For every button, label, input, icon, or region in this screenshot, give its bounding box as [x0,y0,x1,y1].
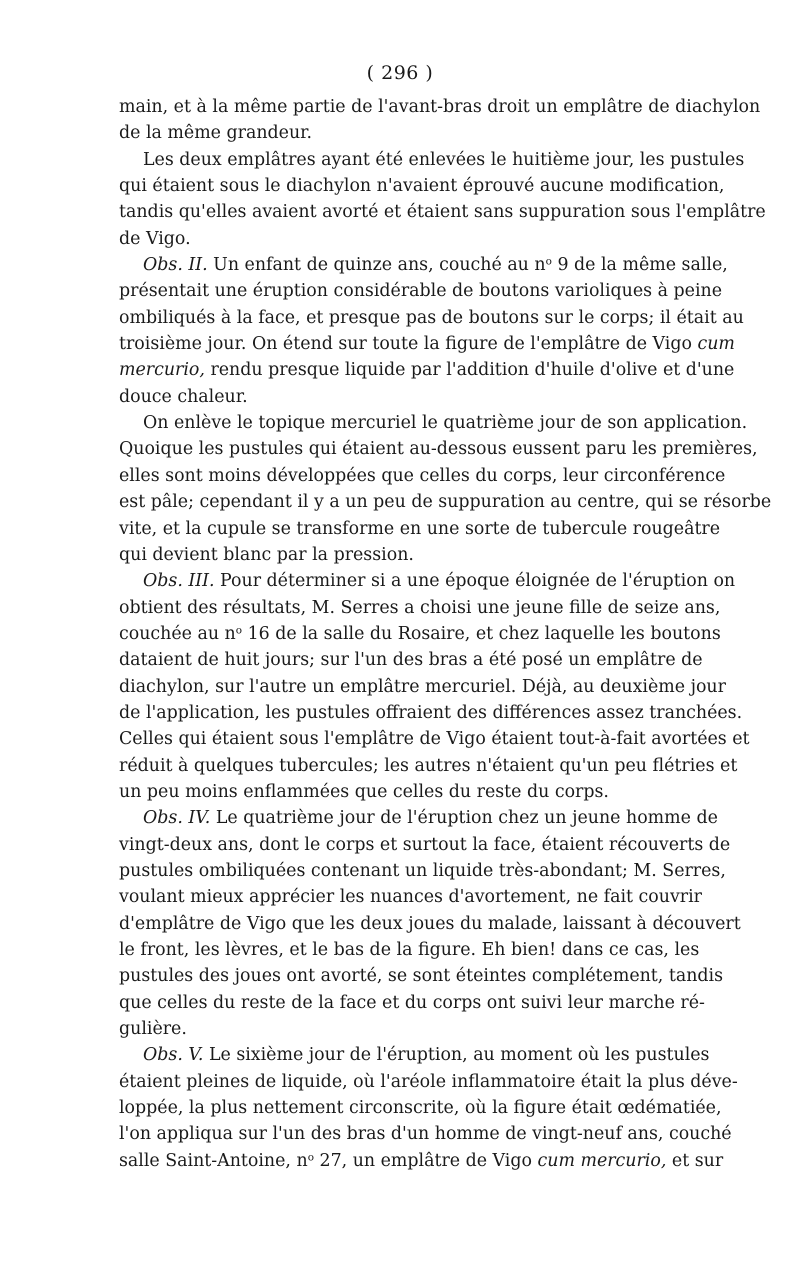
text-line [119,516,721,542]
text-span: Celles qui étaient sous l'emplâtre de Vigo étaient tout-à-fait avortées et [119,729,750,750]
italic-text: cum mercurio, [537,1150,667,1171]
page-number: ( 296 ) [366,62,434,84]
text-span: d'emplâtre de Vigo que les deux joues du malade, laissant à découvert [119,913,741,934]
text-span: et sur [666,1150,724,1171]
text-line [119,779,681,805]
text-line [119,832,731,858]
text-span: loppée, la plus nettement circonscrite, où la figure était œdématiée, [119,1098,722,1119]
text-line [119,1069,738,1095]
text-span: étaient pleines de liquide, où l'aréole inflammatoire était la plus déve- [119,1071,738,1092]
text-span: est pâle; cependant il y a un peu de suppuration au centre, qui se résorbe [119,492,772,513]
italic-text: Obs. II. [143,255,208,276]
text-span: dataient de huit jours; sur l'un des bras a été posé un emplâtre de [119,650,703,671]
text-span: diachylon, sur l'autre un emplâtre mercuriel. Déjà, au deuxième jour [119,676,726,697]
text-span: voulant mieux apprécier les nuances d'avortement, ne fait couvrir [119,887,702,908]
text-span: réduit à quelques tubercules; les autres n'étaient qu'un peu flétries et [119,755,738,776]
text-line [119,147,745,173]
text-line [119,858,726,884]
text-line [119,1121,732,1147]
text-line [119,568,736,594]
text-span: un peu moins enflammées que celles du reste du corps. [119,781,609,802]
text-line [119,1148,724,1174]
text-span: l'on appliqua sur l'un des bras d'un homme de vingt-neuf ans, couché [119,1124,732,1145]
text-span: pustules des joues ont avorté, se sont éteintes complétement, tandis [119,966,724,987]
text-line [119,199,766,225]
text-span: main, et à la même partie de l'avant-bras droit un emplâtre de diachylon [119,97,761,117]
text-line [119,226,681,252]
text-line [119,1042,710,1068]
text-line [119,410,748,436]
superscript: o [307,1151,314,1164]
text-span: qui devient blanc par la pression. [119,544,414,565]
text-span: présentait une éruption considérable de boutons varioliques à peine [119,281,722,302]
text-line [119,753,738,779]
text-span: 9 de la même salle, [551,255,728,276]
text-span: troisième jour. On étend sur toute la figure de l'emplâtre de Vigo [119,334,698,355]
text-span: 16 de la salle du Rosaire, et chez laquelle les boutons [242,623,721,644]
text-line [119,278,722,304]
text-span: rendu presque liquide par l'addition d'huile d'olive et d'une [204,360,735,381]
text-line [119,990,705,1016]
text-span: tandis qu'elles avaient avorté et étaient sans suppuration sous l'emplâtre [119,202,766,223]
text-span: Quoique les pustules qui étaient au-dessous eussent paru les premières, [119,439,758,460]
text-line [119,331,735,357]
text-span: douce chaleur. [119,386,248,407]
text-span: gulière. [119,1019,187,1040]
italic-text: Obs. IV. [143,808,211,829]
superscript: o [235,624,243,637]
text-span: pustules ombiliquées contenant un liquide très-abondant; M. Serres, [119,860,726,881]
text-line [119,647,703,673]
text-line [119,621,721,647]
text-line [119,120,681,146]
text-span: Le sixième jour de l'éruption, au moment où les pustules [203,1045,710,1066]
text-line [119,463,726,489]
superscript: o [545,255,552,268]
text-line [119,384,681,410]
body-text [119,94,772,1174]
text-line [119,436,758,462]
text-span: qui étaient sous le diachylon n'avaient éprouvé aucune modification, [119,176,725,197]
text-span: de la même grandeur. [119,123,313,144]
text-span: obtient des résultats, M. Serres a choisi une jeune fille de seize ans, [119,597,721,618]
text-span: couchée au n [119,623,236,644]
text-line [119,94,761,120]
text-line [119,937,700,963]
text-line [119,357,735,383]
text-span: de Vigo. [119,228,191,249]
text-line [119,1016,681,1042]
text-line [119,805,718,831]
text-line [119,252,728,278]
text-line [119,489,772,515]
text-span: vingt-deux ans, dont le corps et surtout la face, étaient récouverts de [119,834,731,855]
text-span: 27, un emplâtre de Vigo [313,1150,538,1171]
text-span: le front, les lèvres, et le bas de la figure. Eh bien! dans ce cas, les [119,940,700,960]
text-line [119,884,702,910]
text-span: Le quatrième jour de l'éruption chez un jeune homme de [210,808,718,829]
italic-text: Obs. V. [143,1045,204,1066]
text-span: Pour déterminer si a une époque éloignée de l'éruption on [214,571,736,592]
text-span: vite, et la cupule se transforme en une sorte de tubercule rougeâtre [119,518,721,539]
text-line [119,911,741,937]
text-line [119,674,726,700]
text-line [119,1095,722,1121]
text-line [119,305,744,331]
text-line [119,173,725,199]
text-span: ombiliqués à la face, et presque pas de boutons sur le corps; il était au [119,307,744,328]
text-span: Un enfant de quinze ans, couché au n [207,255,546,276]
text-span: On enlève le topique mercuriel le quatrième jour de son application. [143,413,748,434]
text-line [119,542,681,568]
text-span: salle Saint-Antoine, n [119,1150,308,1171]
text-span: de l'application, les pustules offraient des différences assez tranchées. [119,702,743,723]
italic-text: Obs. III. [143,571,215,592]
text-line [119,726,750,752]
text-line [119,595,721,621]
italic-text: cum [697,334,735,355]
text-line [119,963,724,989]
text-span: que celles du reste de la face et du corps ont suivi leur marche ré- [119,992,705,1013]
text-line [119,700,743,726]
text-span: Les deux emplâtres ayant été enlevées le huitième jour, les pustules [143,149,745,170]
italic-text: mercurio, [119,360,205,381]
text-span: elles sont moins développées que celles du corps, leur circonférence [119,465,726,486]
